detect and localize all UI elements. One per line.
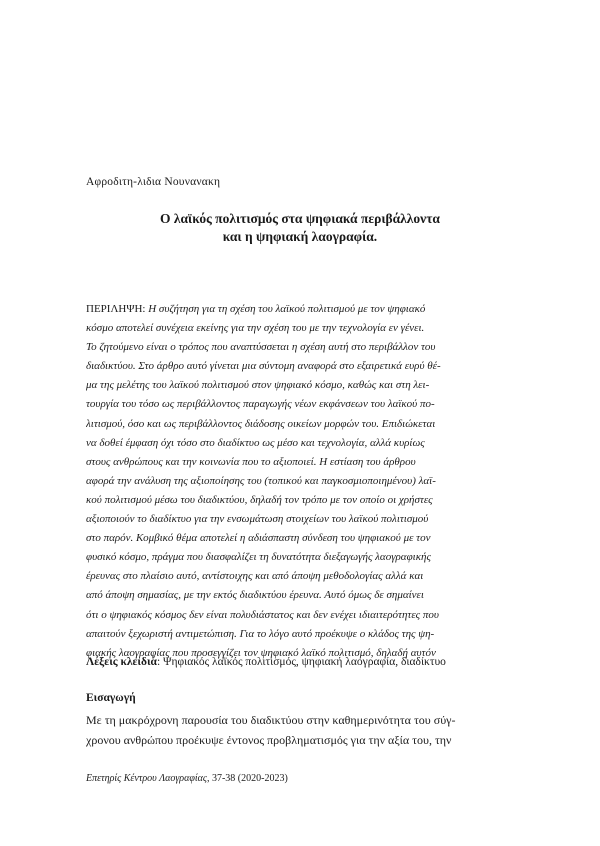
abstract-first-line bbox=[86, 300, 514, 319]
abstract-line: αφορά την ανάλυση της αξιοποίησης του (τοπικού και παγκοσμιοποιημένου) λαϊ- bbox=[86, 474, 436, 487]
abstract-line: τουργία του τόσο ως περιβάλλοντος παραγωγής νέων εκφάνσεων του λαϊκού πο- bbox=[86, 398, 435, 411]
journal-name: Επετηρίς Κέντρου Λαογραφίας bbox=[86, 773, 207, 784]
keywords bbox=[86, 654, 526, 670]
body-line: χρονου ανθρώπου προέκυψε έντονος προβληματισμός για την αξία του, την bbox=[86, 733, 452, 747]
abstract-line: απαιτούν ξεχωριστή αντιμετώπιση. Για το λόγο αυτό προέκυψε ο κλάδος της ψη- bbox=[86, 627, 435, 640]
keywords-text: : Ψηφιακός λαϊκός πολιτισμός, ψηφιακή λαογραφία, διαδίκτυο bbox=[156, 656, 446, 668]
abstract-line: αξιοποιούν το διαδίκτυο για την ενσωμάτωση στοιχείων του λαϊκού πολιτισμού bbox=[86, 513, 429, 526]
journal-details: , 37-38 (2020-2023) bbox=[206, 773, 288, 784]
section-heading: Εισαγωγή bbox=[86, 692, 136, 704]
abstract-line: φιακής λαογραφίας που προσεγγίζει τον ψηφιακό λαϊκό πολιτισμό, δηλαδή αυτόν bbox=[86, 646, 436, 659]
abstract-first-line-text: Η συζήτηση για τη σχέση του λαϊκού πολιτισμού με τον ψηφιακό bbox=[145, 303, 426, 315]
abstract-line: να δοθεί έμφαση όχι τόσο στο διαδίκτυο ως μέσο και τεχνολογία, αλλά κυρίως bbox=[86, 436, 425, 449]
title-line-1: Ο λαϊκός πολιτισμός στα ψηφιακά περιβάλλοντα bbox=[160, 211, 440, 226]
journal-footer bbox=[86, 773, 288, 784]
title-line-2: και η ψηφιακή λαογραφία. bbox=[222, 229, 378, 244]
body-line: Με τη μακρόχρονη παρουσία του διαδικτύου στην καθημερινότητα του σύγ- bbox=[86, 713, 456, 727]
abstract-line: λιτισμού, όσο και ως περιβάλλοντος διάδοσης οικείων μορφών του. Επιδιώκεται bbox=[86, 417, 436, 430]
abstract-line: στο παρόν. Κομβικό θέμα αποτελεί η αδιάσπαστη σύνδεση του ψηφιακού με τον bbox=[86, 532, 431, 545]
abstract-line: κού πολιτισμού μέσω του διαδικτύου, δηλαδή τον τρόπο με τον οποίο οι χρήστες bbox=[86, 493, 433, 506]
abstract-line: από άποψη σημασίας, με την εκτός διαδικτύου έρευνα. Αυτό όμως δε σημαίνει bbox=[86, 589, 424, 602]
abstract-line: φυσικό κόσμο, πράγμα που διασφαλίζει τη δυνατότητα διεξαγωγής λαογραφικής bbox=[86, 551, 431, 564]
article-title bbox=[86, 210, 514, 246]
abstract-line: κόσμο αποτελεί συνέχεια εκείνης για την σχέση του με την τεχνολογία εν γένει. bbox=[86, 322, 425, 335]
keywords-label: Λέξεις κλειδιά bbox=[86, 656, 157, 668]
abstract-line: διαδικτύου. Στο άρθρο αυτό γίνεται μια σύντομη αναφορά στο εξαιρετικά ευρύ θέ- bbox=[86, 360, 441, 373]
abstract bbox=[86, 300, 514, 663]
body-text bbox=[86, 710, 516, 750]
abstract-line: στους ανθρώπους και την κοινωνία που το αξιοποιεί. Η εστίαση του άρθρου bbox=[86, 455, 416, 468]
abstract-line: έρευνας στο πλαίσιο αυτό, αντίστοιχης και από άποψη μεθοδολογίας αλλά και bbox=[86, 570, 424, 583]
abstract-line: ότι ο ψηφιακός κόσμος δεν είναι πολυδιάστατος και δεν ενέχει ιδιαιτερότητες που bbox=[86, 608, 439, 621]
abstract-line: Το ζητούμενο είναι ο τρόπος που αναπτύσσεται η σχέση αυτή στο περιβάλλον του bbox=[86, 341, 436, 354]
abstract-line: μα της μελέτης του λαϊκού πολιτισμού στον ψηφιακό κόσμο, καθώς και στη λει- bbox=[86, 379, 430, 392]
author-name: Αφροδιτη-λιδια Νουνανακη bbox=[86, 176, 221, 188]
abstract-label: ΠΕΡΙΛΗΨΗ: bbox=[86, 303, 146, 315]
